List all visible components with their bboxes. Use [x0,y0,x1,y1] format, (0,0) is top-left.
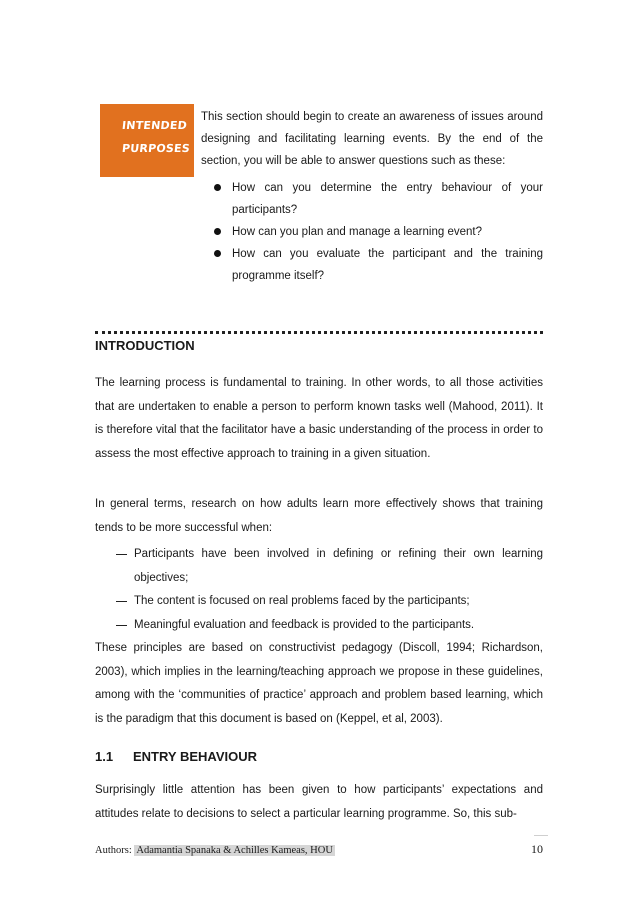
question-text: How can you plan and manage a learning event? [232,226,482,238]
intro-body-paragraph-2: In general terms, research on how adults learn more effectively shows that training tends to be more successful when: [95,498,543,534]
question-list [214,177,543,287]
section-divider [95,331,543,334]
subsection-title: ENTRY BEHAVIOUR [133,749,257,764]
purpose-box-line-1: INTENDED [121,119,188,132]
question-text: How can you evaluate the participant and the training programme itself? [232,248,543,282]
conditions-list [116,543,543,637]
intro-body-paragraph-1: The learning process is fundamental to training. In other words, to all those activities that are undertaken to enable a person to perform known tasks well (Mahood, 2011). It is therefore vital that the facilitator have a basic understanding of the process in order to assess the most effective approach to training in a given situation. [95,377,543,460]
question-item [214,221,543,243]
purpose-box-line-2: PURPOSES [121,142,191,155]
bullet-icon [214,184,221,191]
condition-item [116,614,543,638]
page-footer [95,845,335,856]
footer-authors: Adamantia Spanaka & Achilles Kameas, HOU [136,845,333,856]
footer-prefix: Authors: [95,845,135,856]
intro-paragraph: This section should begin to create an awareness of issues around designing and facilitating learning events. By the end of the section, you will be able to answer questions such as these: [201,111,543,167]
condition-item [116,590,543,614]
introduction-heading: INTRODUCTION [95,338,195,353]
entry-behaviour-paragraph: Surprisingly little attention has been given to how participants’ expectations and attitudes relate to decisions to select a particular learning programme. So, this sub- [95,784,543,820]
question-item [214,243,543,287]
bullet-icon [214,250,221,257]
intro-body-paragraph-3: These principles are based on constructivist pedagogy (Discoll, 1994; Richardson, 2003), which implies in the learning/teaching approach we propose in these guidelines, among with the ‘communities of practice’ approach and problem based learning, which is the paradigm that this document is based on (Keppel, et al, 2003). [95,642,543,725]
intended-purposes-box [100,104,194,177]
page-number-rule [534,835,548,836]
dash-icon [116,625,127,626]
condition-text: The content is focused on real problems faced by the participants; [134,595,470,607]
condition-text: Meaningful evaluation and feedback is provided to the participants. [134,618,475,631]
entry-behaviour-heading [95,749,257,764]
condition-text: Participants have been involved in defining or refining their own learning objectives; [134,548,543,584]
bullet-icon [214,228,221,235]
condition-item [116,543,543,590]
subsection-number: 1.1 [95,749,114,764]
dash-icon [116,554,127,555]
page-number: 10 [531,842,543,856]
question-text: How can you determine the entry behaviour of your participants? [232,182,543,216]
dash-icon [116,601,127,602]
question-item [214,177,543,221]
